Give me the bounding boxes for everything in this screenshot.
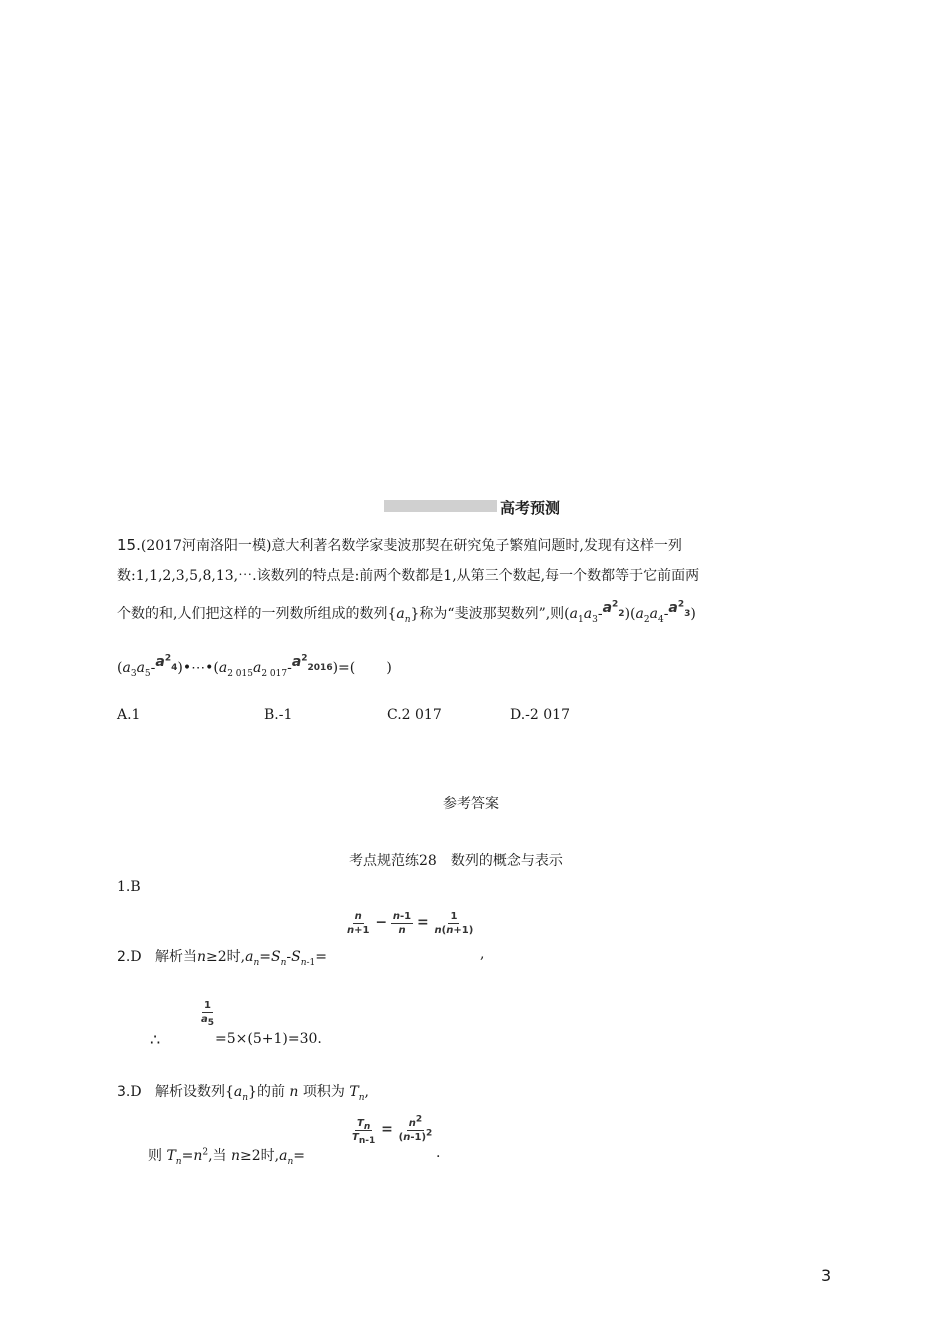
option-c: C.2 017 xyxy=(387,707,442,723)
math-image: $a^2_2$ xyxy=(602,599,625,619)
answer-letter: D xyxy=(130,949,142,965)
question-15-line-4: $(a_3a_5-a^2_4)•\cdots•(a_{2 015}a_{2 017}-a^2_{2016})=$( ) xyxy=(117,653,392,679)
question-15-line-3: 个数的和,人们把这样的一列数所组成的数列$\{a_n\}$称为“斐波那契数列”,则$(a_1a_3-a^2_2)(a_2a_4-a^2_3)$ xyxy=(117,599,696,625)
formula-image: $\frac{n}{n+1}$ − $\frac{n-1}{n}$ = $\frac{1}{n(n+1)}$ xyxy=(347,911,474,936)
period: . xyxy=(436,1145,441,1161)
answer-2: 2.D 解析当n≥2时$,a_n=S_n-S_{n-1}=$ xyxy=(117,949,327,968)
formula-image: $\frac{T_n}{T_{n-1}}$ = $\frac{n^2}{(n-1)^2}$ xyxy=(352,1114,433,1146)
answer-3: 3.D 解析设数列$\{a_n\}$的前 n 项积为 $T_n$, xyxy=(117,1084,369,1103)
question-text: 个数的和,人们把这样的一列数所组成的数列{ xyxy=(117,606,397,622)
answer-text: 解析当 xyxy=(154,949,197,965)
therefore-symbol: ∴ xyxy=(150,1030,161,1049)
calculation-result: =5×(5+1)=30. xyxy=(215,1031,322,1047)
answer-text: 解析设数列{ xyxy=(154,1084,234,1100)
page-number: 3 xyxy=(821,1266,832,1285)
answer-text: ≥2时, xyxy=(205,949,246,965)
formula-image: $\frac{1}{a_5}$ xyxy=(201,1000,215,1028)
section-title: 高考预测 xyxy=(500,499,561,517)
math-image: $a^2_3$ xyxy=(668,599,691,619)
answer-letter: D xyxy=(130,1084,142,1100)
answer-number: 3. xyxy=(117,1084,131,1100)
question-text: }称为“斐波那契数列”,则( xyxy=(410,606,570,622)
answer-text: 则 xyxy=(148,1148,162,1164)
answer-text: ≥2时, xyxy=(240,1148,280,1164)
section-header-bar xyxy=(384,500,497,512)
question-15-line-1 xyxy=(117,535,682,555)
comma: , xyxy=(480,946,485,962)
answer-text: }的前 xyxy=(248,1084,285,1100)
question-number: 15. xyxy=(117,536,141,554)
answer-text: ,当 xyxy=(208,1148,227,1164)
answers-subheading: 考点规范练28 数列的概念与表示 xyxy=(349,853,563,869)
question-text: (2017河南洛阳一模)意大利著名数学家斐波那契在研究兔子繁殖问题时,发现有这样一列 xyxy=(140,538,682,554)
answer-1: 1.B xyxy=(117,879,141,895)
answer-text: 项积为 xyxy=(302,1084,345,1100)
math-image: $a^2_4$ xyxy=(155,653,178,673)
question-15-line-2: 数:1,1,2,3,5,8,13,⋯.该数列的特点是:前两个数都是1,从第三个数起,每一个数都等于它前面两 xyxy=(117,568,700,584)
option-d: D.-2 017 xyxy=(510,707,570,723)
option-b: B.-1 xyxy=(264,707,293,723)
answers-heading: 参考答案 xyxy=(443,796,499,812)
answer-3-line-2: 则 $T_n=n^2$,当 n≥2时$,a_n=$ xyxy=(148,1147,306,1167)
answer-number: 2. xyxy=(117,949,131,965)
option-a: A.1 xyxy=(117,707,141,723)
math-image: $a^2_{2016}$ xyxy=(291,653,333,673)
